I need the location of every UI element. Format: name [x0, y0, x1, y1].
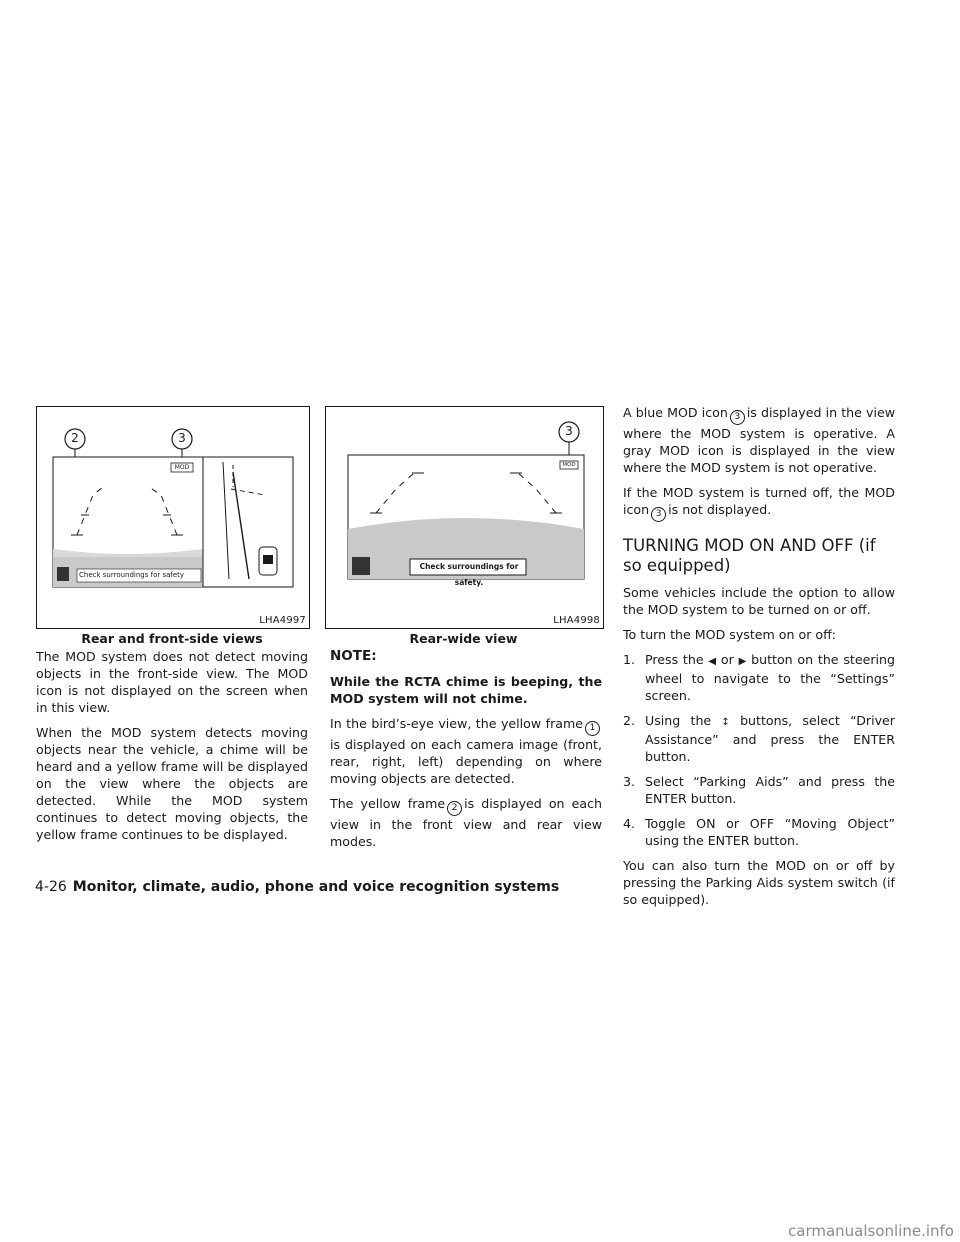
- text: button on the steering wheel to navigate to the “Settings” screen.: [645, 652, 895, 703]
- text: buttons, select “Driver Assistance” and press the ENTER button.: [645, 713, 895, 764]
- step-1: [623, 651, 895, 704]
- text: A blue MOD icon: [623, 405, 728, 420]
- callout-3: 3: [565, 424, 573, 438]
- callout-3-icon: 3: [730, 410, 745, 425]
- figure-rear-wide-illustration: [326, 407, 603, 628]
- paragraph: [623, 484, 895, 522]
- figure-caption: Rear and front-side views: [81, 631, 263, 646]
- figure-code: LHA4997: [259, 615, 306, 626]
- text: Select “Parking Aids” and press the ENTER button.: [645, 774, 895, 806]
- paragraph: Some vehicles include the option to allow the MOD system to be turned on or off.: [623, 585, 895, 617]
- text: is displayed in the view where the MOD system is operative. A gray MOD icon is displayed in the view where the MOD system is not operative.: [623, 405, 895, 475]
- callout-1-icon: 1: [585, 721, 600, 736]
- step-4: [623, 815, 895, 849]
- section-heading: TURNING MOD ON AND OFF (if so equipped): [623, 536, 876, 575]
- mod-icon: MOD: [174, 464, 190, 471]
- callout-3: 3: [178, 431, 186, 445]
- paragraph: The MOD system does not detect moving objects in the front-side view. The MOD icon is not displayed on the screen when in this view.: [36, 649, 308, 715]
- step-number: 3.: [623, 774, 636, 789]
- figure-code: LHA4998: [553, 615, 600, 626]
- text: is not displayed.: [668, 502, 772, 517]
- callout-2: 2: [71, 431, 79, 445]
- safety-banner: Check surroundings for safety.: [419, 562, 519, 587]
- note-title: NOTE:: [330, 648, 377, 664]
- step-number: 4.: [623, 816, 636, 831]
- figure-rear-front-side: [36, 406, 310, 629]
- callout-2-icon: 2: [447, 801, 462, 816]
- text: In the bird’s-eye view, the yellow frame: [330, 716, 583, 731]
- chapter-title: Monitor, climate, audio, phone and voice recognition systems: [72, 879, 560, 895]
- text: The yellow frame: [330, 796, 446, 811]
- column-1-text: [36, 648, 308, 851]
- right-arrow-icon: ▶: [738, 656, 747, 667]
- text: Toggle ON or OFF “Moving Object” using the ENTER button.: [645, 816, 895, 848]
- left-arrow-icon: ◀: [708, 656, 717, 667]
- note-text: While the RCTA chime is beeping, the MOD system will not chime.: [330, 674, 602, 706]
- paragraph: [623, 404, 895, 476]
- step-3: [623, 773, 895, 807]
- text: Using the: [645, 713, 712, 728]
- figure-rear-wide: [325, 406, 604, 629]
- step-number: 2.: [623, 713, 636, 728]
- paragraph: When the MOD system detects moving objects near the vehicle, a chime will be heard and a yellow frame will be displayed on the view where the objects are detected. While the MOD system continues to detect moving objects, the yellow frame continues to be displayed.: [36, 725, 308, 842]
- column-2-text: [330, 648, 602, 858]
- step-2: [623, 712, 895, 765]
- callout-3-icon: 3: [651, 507, 666, 522]
- text: If the MOD system is turned off, the MOD icon: [623, 485, 895, 517]
- text: is displayed on each camera image (front, rear, right, left) depending on where moving objects are detected.: [330, 737, 602, 786]
- paragraph: To turn the MOD system on or off:: [623, 627, 837, 642]
- paragraph: [330, 795, 602, 850]
- paragraph: You can also turn the MOD on or off by pressing the Parking Aids system switch (if so equipped).: [623, 858, 895, 907]
- column-3-text: [623, 404, 895, 916]
- up-down-arrows-icon: ↕: [721, 717, 730, 728]
- page-footer: [35, 879, 559, 895]
- text: is displayed on each view in the front view and rear view modes.: [330, 796, 602, 849]
- figure-caption: Rear-wide view: [409, 631, 518, 646]
- safety-banner: Check surroundings for safety: [79, 571, 185, 579]
- step-number: 1.: [623, 652, 636, 667]
- watermark: carmanualsonline.info: [788, 1222, 954, 1240]
- page-number: 4-26: [35, 879, 67, 895]
- text: Press the: [645, 652, 704, 667]
- mod-icon: MOD: [562, 462, 576, 468]
- paragraph: [330, 715, 602, 787]
- text: or: [720, 652, 734, 667]
